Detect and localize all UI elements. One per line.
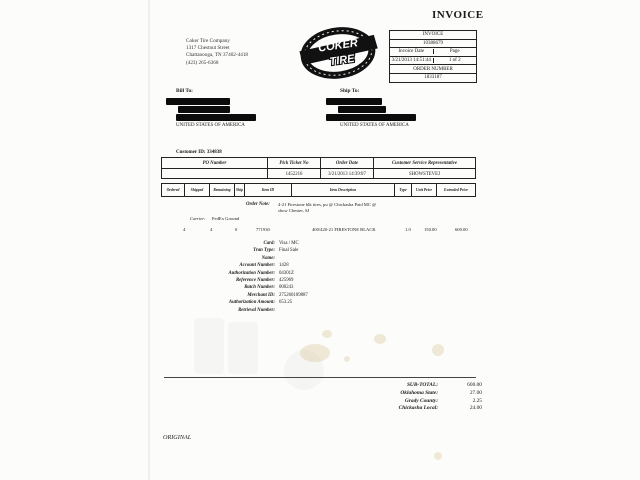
invoice-number: 10388679 bbox=[423, 40, 443, 46]
original-stamp: ORIGINAL bbox=[163, 434, 192, 441]
redacted-ship-name bbox=[326, 98, 382, 105]
stain-mark bbox=[432, 344, 444, 356]
coker-tire-logo bbox=[296, 24, 380, 82]
extended-price-header: Extended Price bbox=[436, 184, 475, 196]
type-header: Type bbox=[394, 184, 411, 196]
order-table-header bbox=[162, 158, 475, 169]
redacted-bill-city bbox=[176, 114, 256, 121]
payment-value: Final Sale bbox=[279, 248, 299, 254]
order-number-label: ORDER NUMBER bbox=[413, 66, 453, 72]
logo-word-2: TIRE bbox=[328, 52, 356, 69]
payment-value: 1428 bbox=[279, 263, 289, 269]
subtotal-label: SUB-TOTAL: bbox=[406, 382, 438, 388]
line-extended-price: 600.00 bbox=[455, 227, 468, 232]
totals-divider bbox=[164, 377, 476, 378]
company-address bbox=[186, 38, 248, 67]
logo-word-1: COKER bbox=[317, 37, 359, 55]
shipped-header: Shipped bbox=[184, 184, 209, 196]
order-number-value: 1833187 bbox=[424, 75, 442, 81]
bill-to-country: UNITED STATES OF AMERICA bbox=[176, 123, 245, 128]
redacted-ship-street bbox=[338, 106, 386, 113]
pick-ticket-header: Pick Ticket No bbox=[267, 158, 320, 168]
page-value: 1 of 2 bbox=[433, 58, 477, 63]
line-remaining: 0 bbox=[235, 227, 238, 232]
payment-label: Tran Type: bbox=[253, 248, 275, 254]
state-tax-value: 27.00 bbox=[469, 389, 482, 396]
faded-mark bbox=[194, 318, 224, 374]
payment-label: Account Number: bbox=[239, 263, 275, 269]
line-description: 400/420-21 FIRESTONE BLACK bbox=[312, 227, 376, 232]
payment-details bbox=[182, 240, 308, 314]
payment-label: Authorization Amount: bbox=[228, 300, 275, 306]
invoice-label: INVOICE bbox=[422, 32, 444, 38]
item-description-header: Item Description bbox=[291, 184, 394, 196]
company-city: Chattanooga, TN 37402-4418 bbox=[186, 52, 249, 59]
payment-label: Card: bbox=[263, 241, 275, 246]
payment-value: 653.25 bbox=[279, 300, 293, 306]
ship-header: Ship bbox=[234, 184, 244, 196]
payment-value: 425969 bbox=[279, 278, 294, 284]
line-ordered: 4 bbox=[183, 227, 186, 232]
payment-label: Name: bbox=[261, 255, 275, 261]
line-type: 1.0 bbox=[405, 227, 411, 232]
company-name: Coker Tire Company bbox=[186, 38, 230, 44]
payment-label: Reference Number: bbox=[235, 278, 275, 284]
stain-mark bbox=[344, 356, 350, 362]
carrier-value: FedEx Ground bbox=[212, 216, 240, 221]
line-unit-price: 150.00 bbox=[424, 227, 437, 232]
csr-header: Customer Service Representative bbox=[373, 158, 475, 168]
faded-mark bbox=[228, 322, 258, 374]
remaining-header: Remaining bbox=[209, 184, 234, 196]
county-tax-label: Grady County: bbox=[404, 397, 438, 404]
local-tax-label: Chickasha Local: bbox=[398, 405, 438, 412]
order-note-label: Order Note: bbox=[246, 202, 270, 207]
payment-value: Visa / MC bbox=[279, 241, 299, 246]
order-date-value: 3/21/2013 14:39:07 bbox=[320, 169, 373, 179]
carrier-label: Carrier: bbox=[190, 216, 206, 221]
totals-block bbox=[364, 382, 482, 413]
local-tax-value: 24.00 bbox=[469, 405, 482, 412]
payment-value: 000243 bbox=[279, 285, 294, 291]
bill-to-label: Bill To: bbox=[176, 88, 193, 94]
company-street: 1317 Chestnut Street bbox=[186, 45, 230, 52]
redacted-bill-street bbox=[178, 106, 230, 113]
csr-value: SHOWSTEVEJ bbox=[373, 169, 475, 179]
payment-label: Merchant ID: bbox=[247, 292, 275, 298]
redacted-ship-city bbox=[326, 114, 416, 121]
unit-price-header: Unit Price bbox=[411, 184, 436, 196]
subtotal-value: 600.00 bbox=[467, 382, 482, 388]
state-tax-label: Oklahoma State: bbox=[400, 389, 438, 396]
order-note-line-1: 4-21 Firestone blk tires, pu @ Chickasha Paid MC @ bbox=[278, 202, 377, 207]
order-date-header: Order Date bbox=[320, 158, 373, 168]
company-phone: (423) 265-6368 bbox=[186, 59, 219, 66]
payment-label: Batch Number: bbox=[244, 285, 275, 291]
document-title: INVOICE bbox=[432, 9, 484, 21]
po-number-value bbox=[162, 169, 267, 179]
stain-mark bbox=[434, 452, 442, 460]
order-note-line-2: show Chester, SJ bbox=[278, 208, 310, 213]
payment-label: Authorization Number: bbox=[228, 270, 275, 276]
payment-value: 04301Z bbox=[279, 270, 294, 276]
line-item-id: 771930 bbox=[256, 227, 270, 232]
order-table bbox=[161, 157, 476, 179]
ordered-header: Ordered bbox=[166, 188, 180, 192]
item-id-header: Item ID bbox=[244, 184, 291, 196]
stain-mark bbox=[374, 334, 386, 344]
order-table-values bbox=[162, 169, 475, 179]
line-item-header bbox=[161, 183, 476, 197]
line-shipped: 4 bbox=[210, 227, 213, 232]
paper-edge bbox=[148, 0, 150, 480]
payment-label: Retrieval Number: bbox=[238, 307, 275, 313]
invoice-date-value: 3/21/2013 14:51:44 bbox=[391, 58, 431, 64]
payment-value: 275260109887 bbox=[279, 292, 308, 298]
stain-mark bbox=[300, 344, 330, 362]
po-number-header: PO Number bbox=[202, 160, 227, 166]
page-label: Page bbox=[433, 49, 477, 54]
customer-id: Customer ID: 334838 bbox=[176, 150, 222, 155]
stain-mark bbox=[322, 330, 332, 338]
invoice-info-box bbox=[389, 30, 477, 83]
pick-ticket-value: 1452216 bbox=[267, 169, 320, 179]
invoice-date-label: Invoice Date bbox=[398, 49, 425, 55]
county-tax-value: 2.25 bbox=[472, 397, 482, 404]
ship-to-label: Ship To: bbox=[340, 88, 360, 94]
redacted-bill-name bbox=[166, 98, 230, 105]
ship-to-country: UNITED STATES OF AMERICA bbox=[340, 123, 409, 128]
